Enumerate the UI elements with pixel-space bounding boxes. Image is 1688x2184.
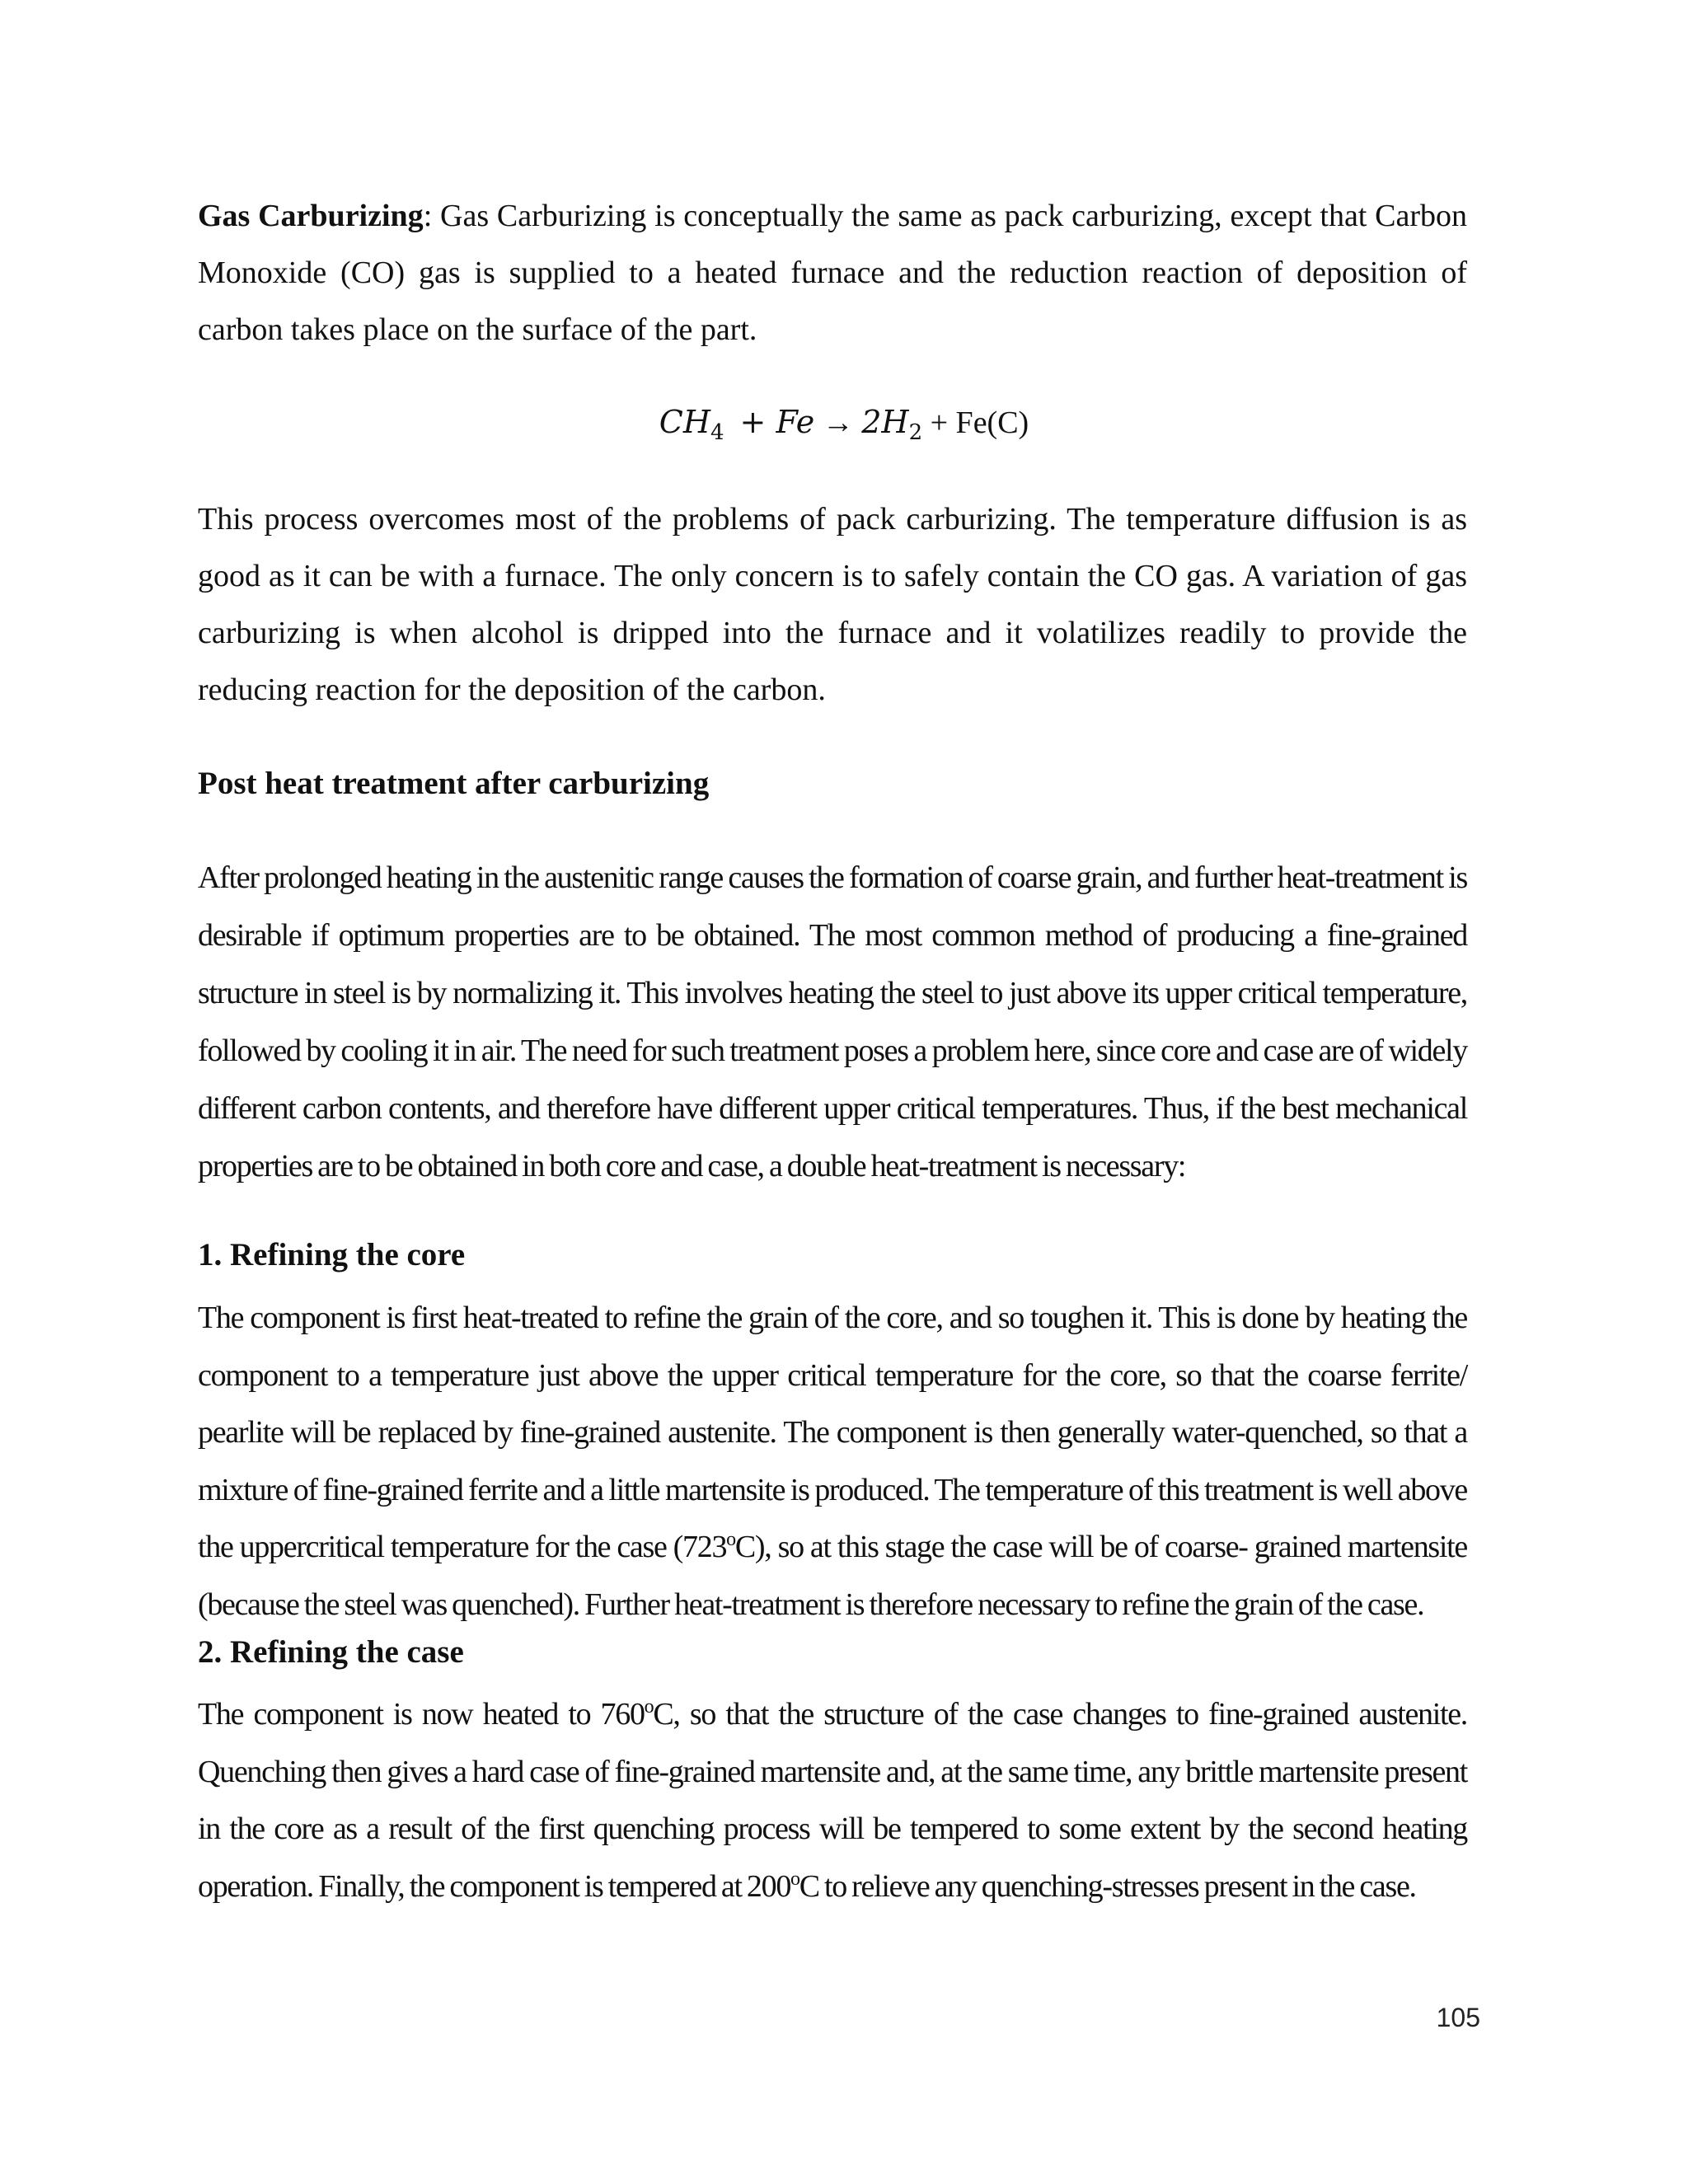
- refining-case-text-b: C, so that the structure of the case changes to fine-grained austenite. Quenching then gives a hard case of fine-grained martensite and, at the same time, any brittle martensite present in the core as a result of the first quenching process will be tempered to some extent by the second heating operation. Finally, the component is tempered at 200: [198, 1697, 1467, 1904]
- carburizing-equation: [0, 404, 1688, 445]
- equation-h2: [861, 404, 923, 445]
- degree-symbol: o: [790, 1868, 799, 1890]
- refining-core-text-b: C), so at this stage the case will be of coarse- grained martensite (because the steel was quenched). Further heat-treatment is therefore necessary to refine the grain of the case.: [198, 1530, 1467, 1622]
- page-number: 105: [1436, 2003, 1480, 2032]
- refining-case-text-a: The component is now heated to 760: [198, 1697, 645, 1732]
- gas-carburizing-text: : Gas Carburizing is conceptually the same as pack carburizing, except that Carbon Monoxide (CO) gas is supplied to a heated furnace and the reduction reaction of deposition of carbon takes place on the surface of the part.: [198, 199, 1468, 347]
- equation-ch-subscript: 4: [710, 420, 724, 445]
- equation-ch: [659, 404, 724, 445]
- refining-case-text-c: C to relieve any quenching-stresses present in the case.: [799, 1868, 1416, 1904]
- refining-core-paragraph: [198, 1290, 1467, 1633]
- refining-case-paragraph: [198, 1686, 1467, 1915]
- equation-h2-text: 2H: [861, 404, 909, 440]
- refining-core-text-a: The component is first heat-treated to refine the grain of the core, and so toughen it. This is done by heating the component to a temperature just above the upper critical temperature for the core, so that the coarse ferrite/ pearlite will be replaced by fine-grained austenite. The component is then generally water-quenched, so that a mixture of fine-grained ferrite and a little martensite is produced. The temperature of this treatment is well above the uppercritical temperature for the case (723: [198, 1301, 1467, 1564]
- equation-plus-fe: + Fe: [739, 404, 815, 440]
- gas-carburizing-paragraph: [198, 188, 1467, 359]
- equation-ch-text: CH: [659, 404, 710, 440]
- refining-case-heading: 2. Refining the case: [198, 1634, 464, 1670]
- degree-symbol: o: [644, 1696, 654, 1718]
- equation-h2-subscript: 2: [908, 420, 923, 445]
- post-heat-heading: Post heat treatment after carburizing: [198, 766, 710, 801]
- gas-carburizing-term: Gas Carburizing: [198, 199, 424, 233]
- equation-arrow: →: [822, 405, 854, 440]
- process-paragraph: This process overcomes most of the problems of pack carburizing. The temperature diffusion is as good as it can be with a furnace. The only concern is to safely contain the CO gas. A variation of gas carburizing is when alcohol is dripped into the furnace and it volatilizes readily to provide the reducing reaction for the deposition of the carbon.: [198, 502, 1467, 707]
- degree-symbol: o: [726, 1529, 735, 1550]
- equation-product: + Fe(C): [930, 405, 1029, 440]
- post-heat-paragraph: After prolonged heating in the austenitic range causes the formation of coarse grain, and further heat-treatment is desirable if optimum properties are to be obtained. The most common method of producing a fine-grained structure in steel is by normalizing it. This involves heating the steel to just above its upper critical temperature, followed by cooling it in air. The need for such treatment poses a problem here, since core and case are of widely different carbon contents, and therefore have different upper critical temperatures. Thus, if the best mechanical properties are to be obtained in both core and case, a double heat-treatment is necessary:: [198, 860, 1467, 1183]
- refining-core-heading: 1. Refining the core: [198, 1237, 466, 1272]
